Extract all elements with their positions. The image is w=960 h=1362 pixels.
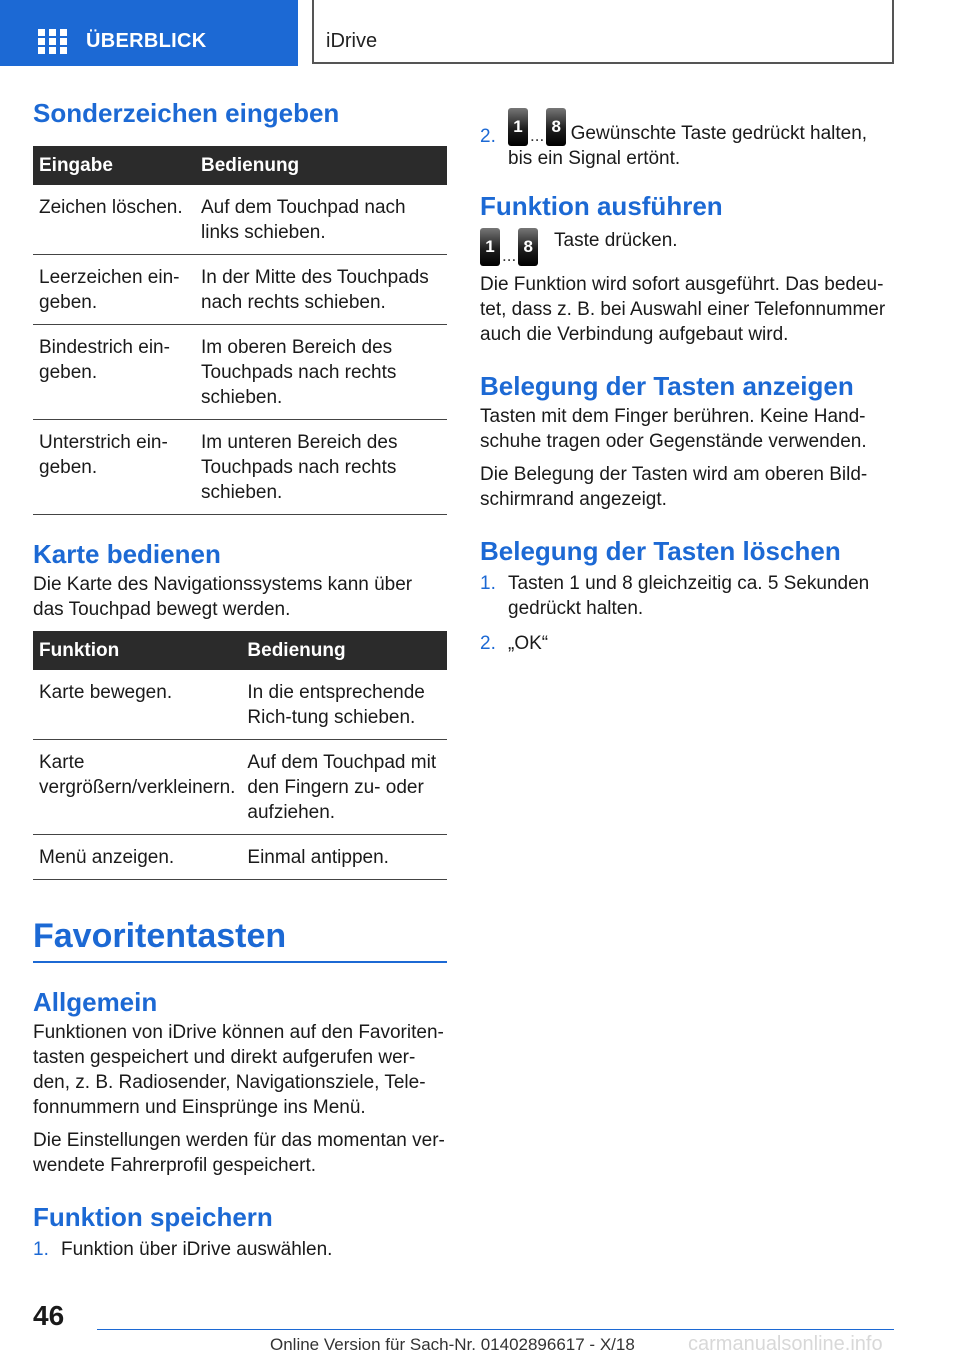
column-header: Eingabe bbox=[33, 146, 195, 185]
table-cell: Zeichen löschen. bbox=[33, 185, 195, 255]
table-cell: Auf dem Touchpad nach links schieben. bbox=[195, 185, 447, 255]
footer-rule bbox=[97, 1329, 894, 1330]
table-header-row bbox=[33, 631, 447, 670]
table-cell: In der Mitte des Touchpads nach rechts schieben. bbox=[195, 255, 447, 325]
anzeigen-paragraph-1: Tasten mit dem Finger berühren. Keine Hand-schuhe tragen oder Gegenstände verwenden. bbox=[480, 406, 867, 453]
ausfuehren-paragraph: Die Funktion wird sofort ausgeführt. Das bedeu-tet, dass z. B. bei Auswahl einer Telefonnummer auch die Verbindung aufgebaut wird. bbox=[480, 274, 886, 346]
online-version-text: Online Version für Sach-Nr. 01402896617 - X/18 bbox=[270, 1335, 635, 1354]
list-item bbox=[480, 571, 895, 621]
table-header-row bbox=[33, 146, 447, 185]
table-cell: Im unteren Bereich des Touchpads nach rechts schieben. bbox=[195, 420, 447, 515]
right-column bbox=[480, 117, 895, 666]
favorite-key-1-icon: 1 bbox=[508, 108, 528, 146]
favorite-key-8-icon: 8 bbox=[546, 108, 566, 146]
allgemein-paragraph-2: Die Einstellungen werden für das momentan ver-wendete Fahrerprofil gespeichert. bbox=[33, 1130, 445, 1177]
table-cell: Einmal antippen. bbox=[241, 835, 447, 880]
ellipsis: ... bbox=[530, 126, 545, 145]
heading-allgemein: Allgemein bbox=[33, 987, 158, 1018]
list-item-text: Tasten 1 und 8 gleichzeitig ca. 5 Sekunden gedrückt halten. bbox=[508, 572, 870, 619]
heading-belegung-anzeigen: Belegung der Tasten anzeigen bbox=[480, 371, 854, 402]
list-item bbox=[480, 108, 895, 171]
chapter-title: iDrive bbox=[326, 30, 378, 52]
table-cell: Karte bewegen. bbox=[33, 670, 241, 740]
table-cell: Unterstrich ein-geben. bbox=[33, 420, 195, 515]
table-cell: Im oberen Bereich des Touchpads nach rechts schieben. bbox=[195, 325, 447, 420]
heading-funktion-ausfuehren: Funktion ausführen bbox=[480, 191, 723, 221]
list-item bbox=[480, 631, 895, 656]
chapter-tab[interactable] bbox=[0, 0, 298, 66]
table-cell: Leerzeichen ein-geben. bbox=[33, 255, 195, 325]
list-item-text: „OK“ bbox=[508, 632, 549, 654]
list-item-text: Funktion über iDrive auswählen. bbox=[61, 1238, 333, 1260]
column-header: Bedienung bbox=[195, 146, 447, 185]
list-number: 1. bbox=[33, 1238, 49, 1260]
ellipsis: ... bbox=[502, 246, 517, 266]
list-item-text: Gewünschte Taste gedrückt halten, bis ein Signal ertönt. bbox=[508, 123, 868, 169]
sonderzeichen-table bbox=[33, 146, 447, 515]
favorite-key-1-icon: 1 bbox=[480, 228, 500, 266]
table-cell: In die entsprechende Rich-tung schieben. bbox=[241, 670, 447, 740]
table-row bbox=[33, 740, 447, 835]
heading-sonderzeichen: Sonderzeichen eingeben bbox=[33, 98, 340, 128]
left-column bbox=[33, 98, 447, 1272]
ausfuehren-text: Taste drücken. bbox=[554, 230, 678, 252]
karte-intro: Die Karte des Navigationssystems kann über das Touchpad bewegt werden. bbox=[33, 574, 413, 621]
table-row bbox=[33, 325, 447, 420]
table-cell: Karte vergrößern/verkleinern. bbox=[33, 740, 241, 835]
ausfuehren-row bbox=[480, 228, 895, 266]
heading-funktion-speichern: Funktion speichern bbox=[33, 1202, 273, 1233]
table-cell: Auf dem Touchpad mit den Fingern zu- oder aufziehen. bbox=[241, 740, 447, 835]
favorite-key-8-icon: 8 bbox=[518, 228, 538, 266]
column-header: Funktion bbox=[33, 631, 241, 670]
favoriten-title-rule bbox=[33, 916, 447, 963]
heading-belegung-loeschen: Belegung der Tasten löschen bbox=[480, 536, 841, 567]
list-item bbox=[33, 1237, 447, 1262]
grid-menu-icon bbox=[38, 29, 68, 53]
watermark: carmanualsonline.info bbox=[688, 1333, 883, 1355]
anzeigen-paragraph-2: Die Belegung der Tasten wird am oberen Bild-schirmrand angezeigt. bbox=[480, 464, 868, 511]
table-cell: Menü anzeigen. bbox=[33, 835, 241, 880]
karte-table bbox=[33, 631, 447, 880]
list-number: 2. bbox=[480, 126, 496, 147]
table-row bbox=[33, 255, 447, 325]
heading-karte: Karte bedienen bbox=[33, 539, 221, 570]
heading-favoritentasten: Favoritentasten bbox=[33, 917, 287, 956]
favorite-keys bbox=[480, 228, 550, 266]
chapter-title-box bbox=[312, 0, 894, 64]
table-cell: Bindestrich ein-geben. bbox=[33, 325, 195, 420]
table-row bbox=[33, 185, 447, 255]
table-row bbox=[33, 420, 447, 515]
table-row bbox=[33, 835, 447, 880]
chapter-tab-label: ÜBERBLICK bbox=[86, 30, 207, 52]
page-number: 46 bbox=[33, 1300, 65, 1331]
list-number: 2. bbox=[480, 632, 496, 654]
column-header: Bedienung bbox=[241, 631, 447, 670]
allgemein-paragraph-1: Funktionen von iDrive können auf den Favoriten-tasten gespeichert und direkt aufgerufen wer-den, z. B. Radiosender, Navigationsziele, Tele-fonnummern und Einsprünge ins Menü. bbox=[33, 1022, 444, 1119]
list-number: 1. bbox=[480, 572, 496, 594]
table-row bbox=[33, 670, 447, 740]
